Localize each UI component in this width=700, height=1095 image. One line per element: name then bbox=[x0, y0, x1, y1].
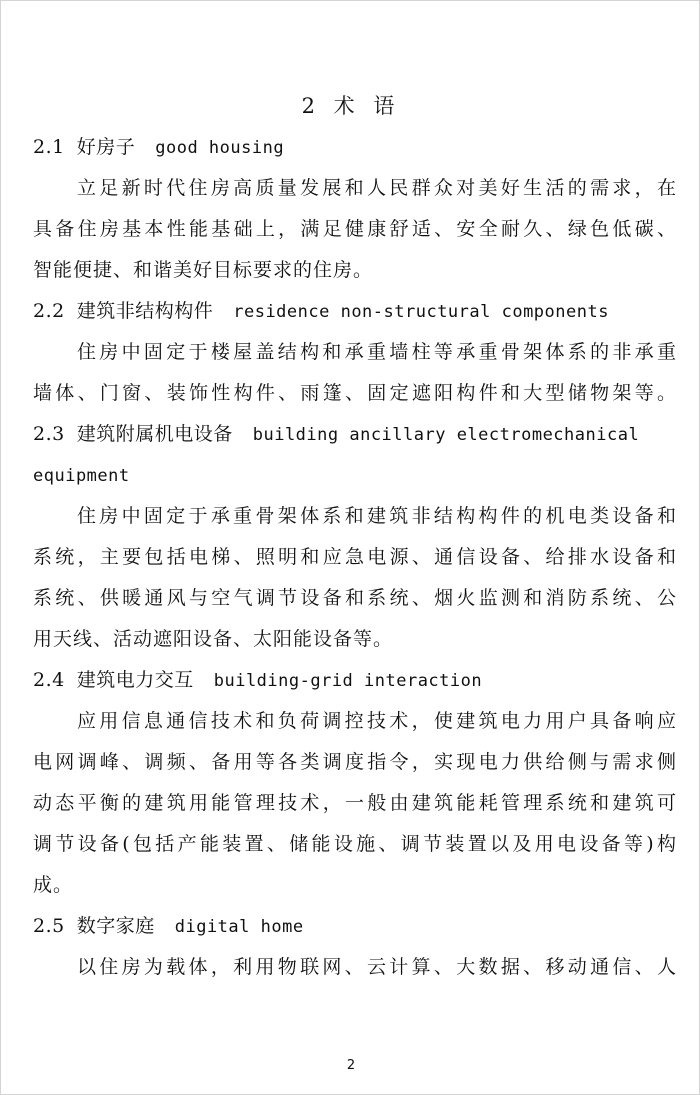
definition-line: 电网调峰、调频、备用等各类调度指令，实现电力供给侧与需求侧 bbox=[33, 751, 677, 773]
term-heading-continuation bbox=[33, 461, 677, 490]
definition-line: 调节设备(包括产能装置、储能设施、调节装置以及用电设备等)构 bbox=[33, 833, 677, 855]
term-english: building ancillary electromechanical bbox=[252, 425, 640, 445]
definition-line: 立足新时代住房高质量发展和人民群众对美好生活的需求，在 bbox=[77, 177, 677, 199]
definition-line: 墙体、门窗、装饰性构件、雨篷、固定遮阳构件和大型储物架等。 bbox=[33, 382, 677, 404]
term-chinese: 数字家庭 bbox=[76, 915, 155, 937]
section-title: 2 术 语 bbox=[301, 94, 401, 118]
term-number: 2.2 bbox=[33, 300, 65, 322]
term-english: building-grid interaction bbox=[213, 671, 483, 691]
term-heading-2-4 bbox=[33, 666, 677, 695]
term-chinese: 建筑电力交互 bbox=[76, 669, 194, 691]
page-number: 2 bbox=[346, 1058, 356, 1073]
definition-line: 应用信息通信技术和负荷调控技术，使建筑电力用户具备响应 bbox=[77, 710, 677, 732]
definition-line: 住房中固定于楼屋盖结构和承重墙柱等承重骨架体系的非承重 bbox=[77, 341, 677, 363]
definition-line: 系统，主要包括电梯、照明和应急电源、通信设备、给排水设备和 bbox=[33, 546, 677, 568]
term-number: 2.3 bbox=[33, 423, 65, 445]
term-heading-2-1 bbox=[33, 133, 677, 162]
definition-line: 动态平衡的建筑用能管理技术，一般由建筑能耗管理系统和建筑可 bbox=[33, 792, 677, 814]
definition-line: 成。 bbox=[33, 874, 74, 896]
term-heading-2-2 bbox=[33, 297, 677, 326]
term-chinese: 建筑附属机电设备 bbox=[76, 423, 233, 445]
definition-line: 用天线、活动遮阳设备、太阳能设备等。 bbox=[33, 628, 394, 650]
term-chinese: 建筑非结构构件 bbox=[76, 300, 214, 322]
term-english: residence non-structural components bbox=[233, 302, 609, 322]
definition-line: 智能便捷、和谐美好目标要求的住房。 bbox=[33, 259, 374, 281]
term-number: 2.4 bbox=[33, 669, 65, 691]
definition-line: 住房中固定于承重骨架体系和建筑非结构构件的机电类设备和 bbox=[77, 505, 677, 527]
definition-line: 以住房为载体，利用物联网、云计算、大数据、移动通信、人 bbox=[77, 956, 677, 978]
term-chinese: 好房子 bbox=[76, 136, 136, 158]
term-heading-2-3 bbox=[33, 420, 677, 449]
definition-line: 系统、供暖通风与空气调节设备和系统、烟火监测和消防系统、公 bbox=[33, 587, 677, 609]
term-number: 2.5 bbox=[33, 915, 65, 937]
term-heading-2-5 bbox=[33, 912, 677, 941]
term-english: good housing bbox=[155, 138, 285, 158]
term-english: digital home bbox=[174, 917, 304, 937]
definition-line: 具备住房基本性能基础上，满足健康舒适、安全耐久、绿色低碳、 bbox=[33, 218, 677, 240]
term-english-continuation: equipment bbox=[33, 466, 130, 486]
term-number: 2.1 bbox=[33, 136, 65, 158]
